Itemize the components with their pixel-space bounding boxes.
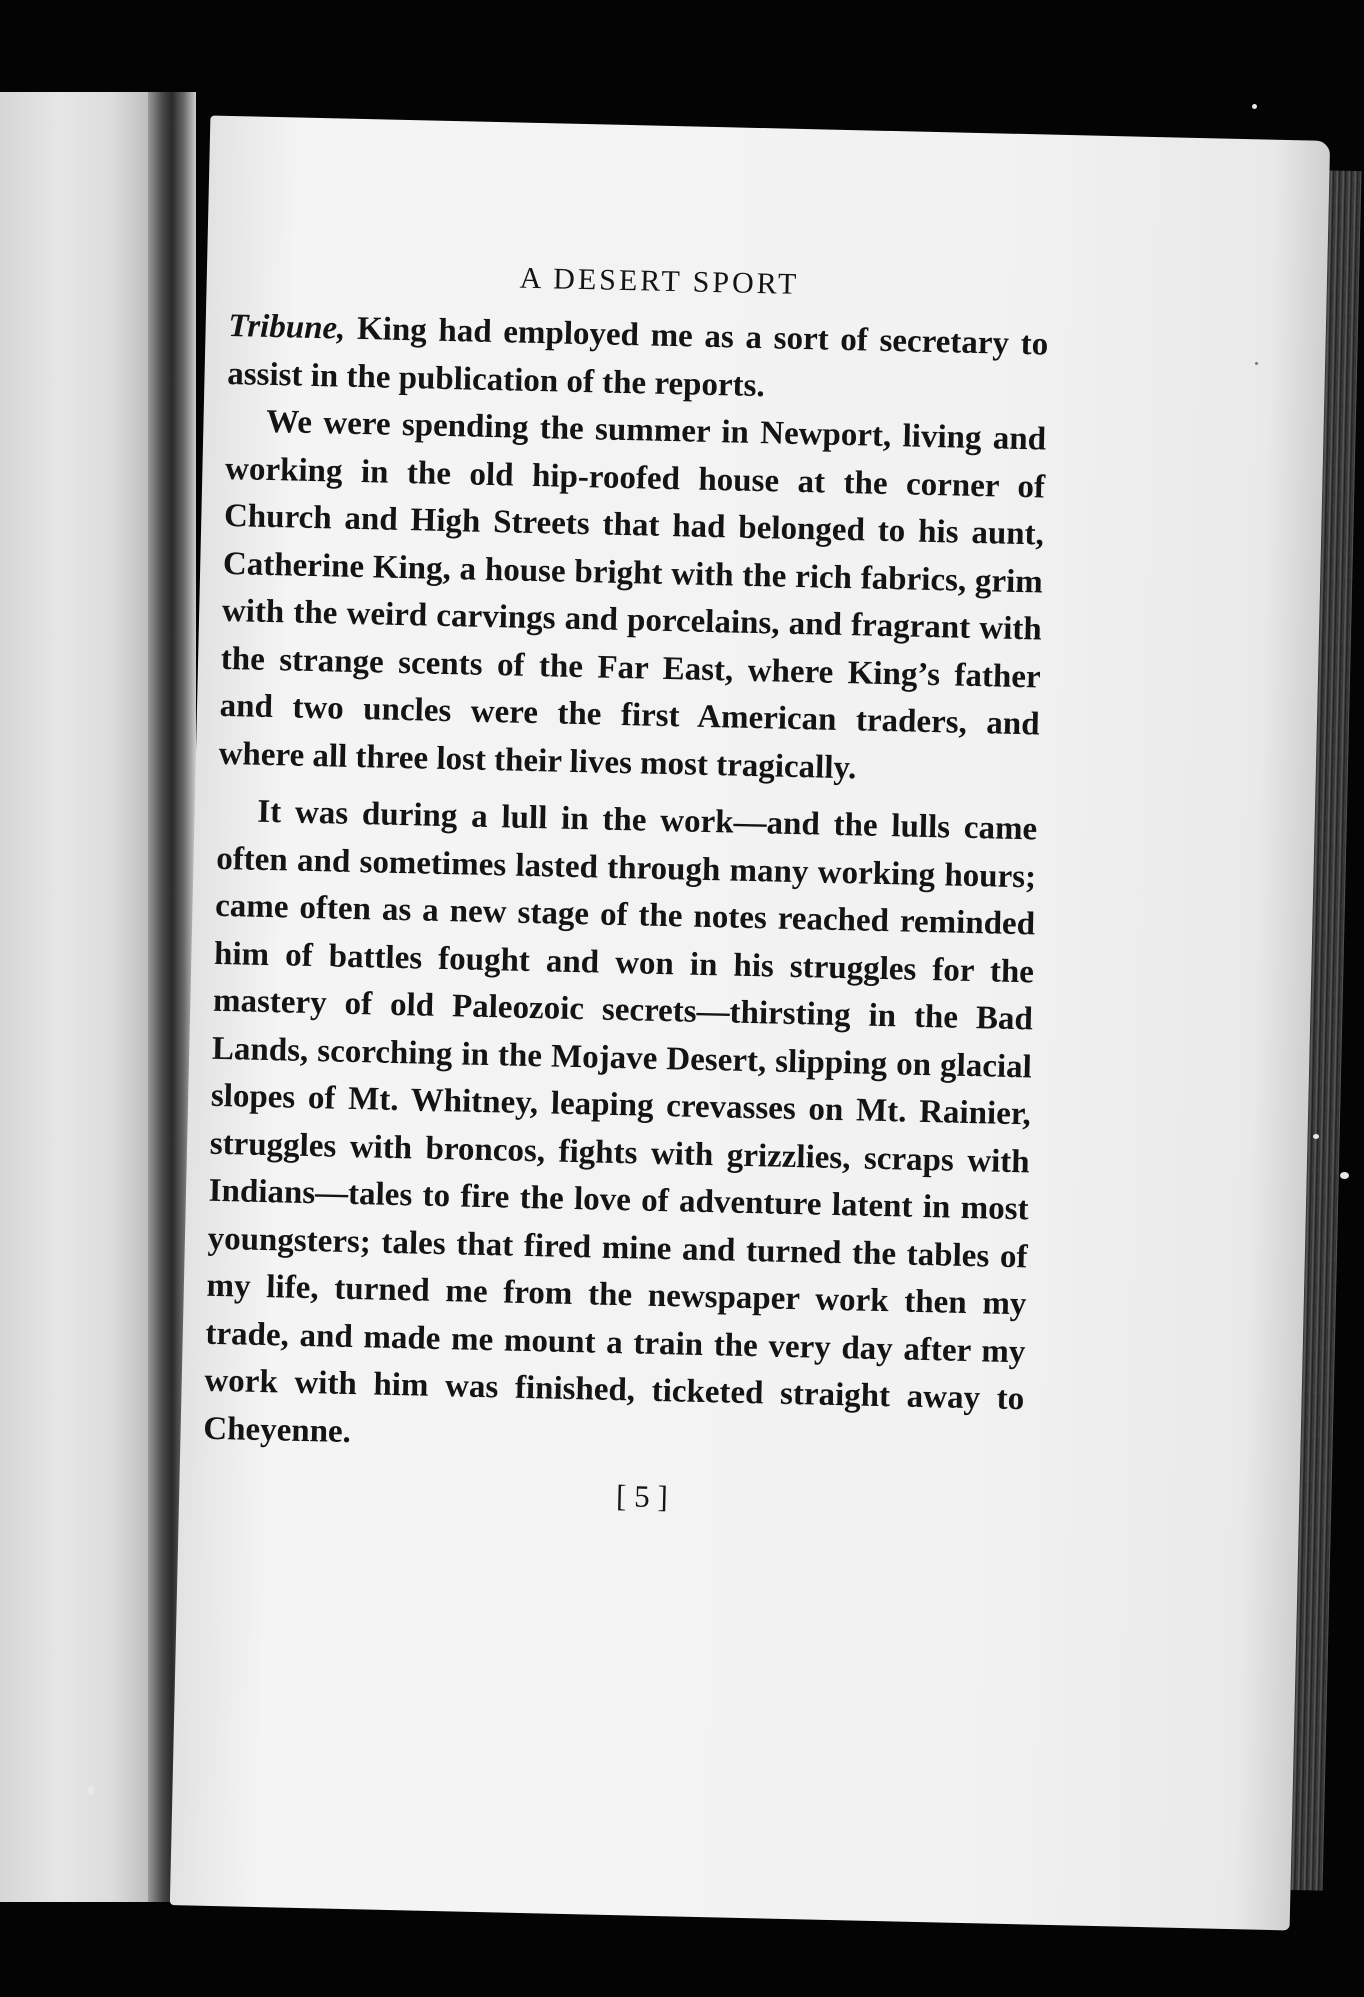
paragraph-text: It was during a lull in the work—and the lulls came often and sometimes lasted through many working hours; came often as a new stage of the notes reached reminded him of battles fought and won in his struggles for the mastery of old Paleozoic secrets—thirsting in the Bad Lands, scorching in the Mojave Desert, slipping on glacial slopes of Mt. Whitney, leaping crevasses on Mt. Rainier, struggles with broncos, fights with grizzlies, scraps with Indians—tales to fire the love of adventure latent in most youngsters; tales that fired mine and turned the tables of my life, turned me from the newspaper work then my trade, and made me mount a train the very day after my work with him was finished, ticketed straight away to Cheyenne.	[202, 793, 1038, 1450]
paragraph-1	[227, 303, 1049, 417]
page-number: [ 5 ]	[615, 1478, 669, 1515]
italic-lead: Tribune,	[227, 307, 346, 347]
running-head: A DESERT SPORT	[519, 261, 800, 301]
scan-speck	[88, 1785, 94, 1795]
scan-speck	[1340, 1172, 1349, 1179]
scan-speck	[1255, 362, 1258, 365]
scan-speck	[1252, 104, 1257, 109]
scan-speck	[1313, 1134, 1319, 1139]
page-text-block	[202, 255, 1050, 1523]
paragraph-2	[218, 398, 1046, 797]
left-facing-page	[0, 92, 150, 1902]
paragraph-3	[203, 788, 1038, 1471]
paragraph-text: King had employed me as a sort of secretary to assist in the publication of the reports.	[226, 310, 1049, 404]
paragraph-text: We were spending the summer in Newport, living and working in the old hip-roofed house at the corner of Church and High Streets that had belonged to his aunt, Catherine King, a house bright with the rich fabrics, grim with the weird carvings and porcelains, and fragrant with the strange scents of the Far East, where King’s father and two uncles were the first American traders, and where all three lost their lives most tragically.	[218, 403, 1047, 786]
